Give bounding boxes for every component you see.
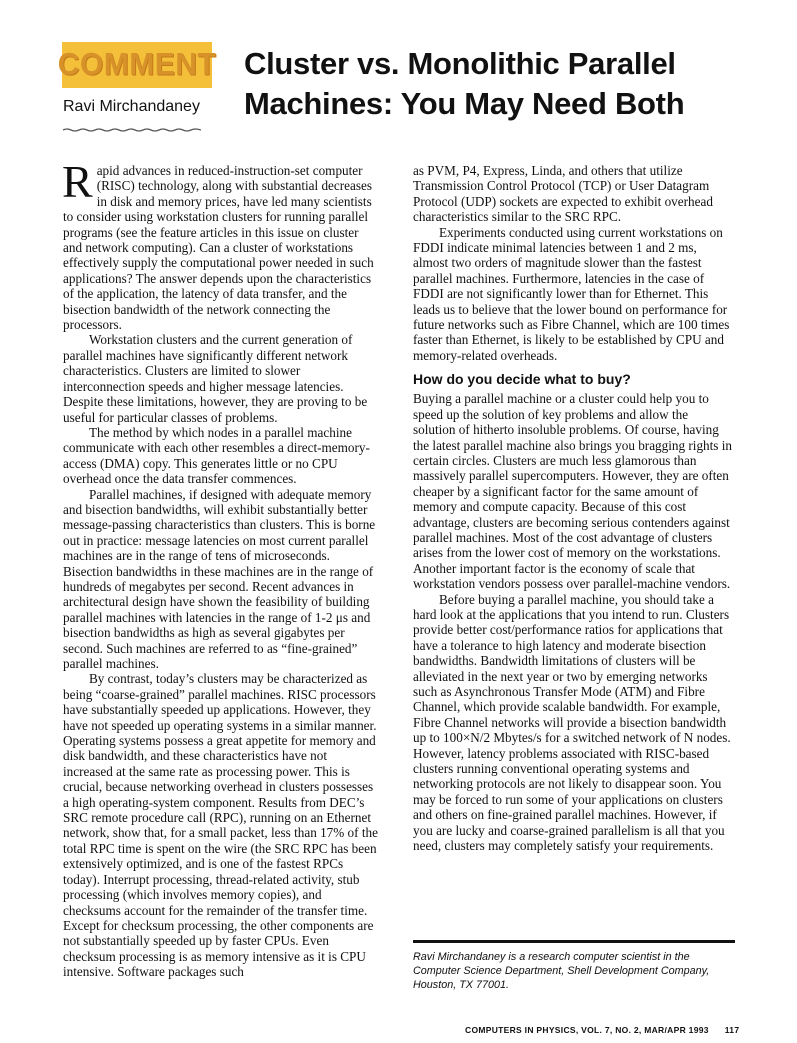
paragraph: as PVM, P4, Express, Linda, and others that utilize Transmission Control Protocol (TCP) or User Datagram Protocol (UDP) sockets are expected to exhibit overhead characteristics similar to the SRC RPC. xyxy=(413,163,713,225)
left-column xyxy=(62,156,380,980)
author-name: Ravi Mirchandaney xyxy=(63,98,200,115)
comment-badge-label: COMMENT xyxy=(57,47,217,82)
title-line-1: Cluster vs. Monolithic Parallel xyxy=(244,46,676,81)
running-footer: COMPUTERS IN PHYSICS, VOL. 7, NO. 2, MAR/APR 1993 117 xyxy=(465,1025,740,1035)
article-title xyxy=(244,44,764,124)
paragraph xyxy=(62,156,380,333)
paragraph: The method by which nodes in a parallel machine communicate with each other resembles a direct-memory-access (DMA) copy. This generates little or no CPU overhead once the data transfer commences. xyxy=(63,424,370,487)
paragraph-text: apid advances in reduced-instruction-set computer (RISC) technology, along with substantial decreases in disk and memory prices, have led many scientists to consider using workstation clusters for running parallel programs (see the feature articles in this issue on cluster and network computing). Can a cluster of workstations effectively supply the computational power needed in such applications? The answer depends upon the characteristics of the application, the latency of data transfer, and the bisection bandwidth of the network connecting the processors. xyxy=(63,163,374,333)
section-heading: How do you decide what to buy? xyxy=(413,371,631,388)
paragraph: Workstation clusters and the current generation of parallel machines have significantly different network characteristics. Clusters are limited to slower interconnection speeds and higher message latencies. Despite these limitations, however, they are proving to be useful for particular classes of problems. xyxy=(63,332,368,425)
paragraph: Buying a parallel machine or a cluster could help you to speed up the solution of key problems and allow the solution of hitherto insoluble problems. Of course, having the latest parallel machine also brings you bragging rights in certain circles. Clusters are much less glamorous than massively parallel supercomputers. However, they are often cheaper by a significant factor for the same amount of memory and compute capacity. Because of this cost advantage, clusters are becoming serious contenders against parallel machines. Most of the cost advantage of clusters arises from the lower cost of memory on the workstations. Another important factor is the economy of scale that workstation vendors possess over parallel-machine vendors. xyxy=(413,391,732,592)
paragraph: Parallel machines, if designed with adequate memory and bisection bandwidths, will exhibit substantially better message-passing characteristics than clusters. This is borne out in practice: message latencies on most current parallel machines are in the range of tens of microseconds. Bisection bandwidths in these machines are in the range of hundreds of megabytes per second. Recent advances in architectural design have shown the feasibility of building parallel machines with latencies in the range of 1-2 μs and bisection bandwidths as high as several gigabytes per second. Such machines are referred to as “fine-grained” parallel machines. xyxy=(63,486,376,671)
drop-cap: R xyxy=(62,156,93,207)
paragraph: Experiments conducted using current workstations on FDDI indicate minimal latencies between 1 and 2 ms, almost two orders of magnitude slower than the fastest parallel machines. Furthermore, latencies in the case of FDDI are not significantly lower than for Ethernet. This leads us to believe that the lower bound on performance for future networks such as Fibre Channel, which are 100 times faster than Ethernet, is likely to be established by CPU and memory-related overheads. xyxy=(413,224,730,363)
paragraph: Before buying a parallel machine, you should take a hard look at the applications that you intend to run. Clusters provide better cost/performance ratios for applications that have a tolerance to high latency and moderate bisection bandwidths. Bandwidth limitations of clusters will be alleviated in the next year or two by emerging networks such as Asynchronous Transfer Mode (ATM) and Fibre Channel, which provide scalable bandwidth. For example, Fibre Channel networks will provide a bisection bandwidth up to 100×N/2 Mbytes/s for a switched network of N nodes. However, latency problems associated with RISC-based clusters running conventional operating systems and networking protocols are not likely to disappear soon. You may be forced to run some of your applications on clusters and others on fine-grained parallel machines. However, if you are lucky and coarse-grained parallelism is all that you need, clusters may completely satisfy your requirements. xyxy=(413,591,731,854)
paragraph: By contrast, today’s clusters may be characterized as being “coarse-grained” parallel machines. RISC processors have substantially speeded up applications. However, they have not speeded up operating systems in a similar manner. Operating systems possess a great appetite for memory and disk bandwidth, and these characteristics have not increased at the same rate as processing power. This is crucial, because networking overhead in clusters possesses a high operating-system component. Results from DEC’s SRC remote procedure call (RPC), running on an Ethernet network, show that, for a small packet, less than 17% of the total RPC time is spent on the wire (the SRC RPC has been extensively optimized, and is one of the fastest RPCs today). Interrupt processing, thread-related activity, stub processing (which involves memory copies), and checksums account for the remainder of the transfer time. Except for checksum processing, the other components are not substantially speeded up by faster CPUs. Even checksum processing is as memory intensive as it is CPU intensive. Software packages such xyxy=(63,671,378,980)
right-column xyxy=(413,163,733,853)
bio-divider xyxy=(413,940,735,943)
title-line-2: Machines: You May Need Both xyxy=(244,86,685,121)
decorative-rule xyxy=(63,128,201,132)
author-bio: Ravi Mirchandaney is a research computer scientist in the Computer Science Department, Shell Development Company, Houston, TX 77001. xyxy=(413,951,710,991)
comment-badge xyxy=(57,42,217,88)
